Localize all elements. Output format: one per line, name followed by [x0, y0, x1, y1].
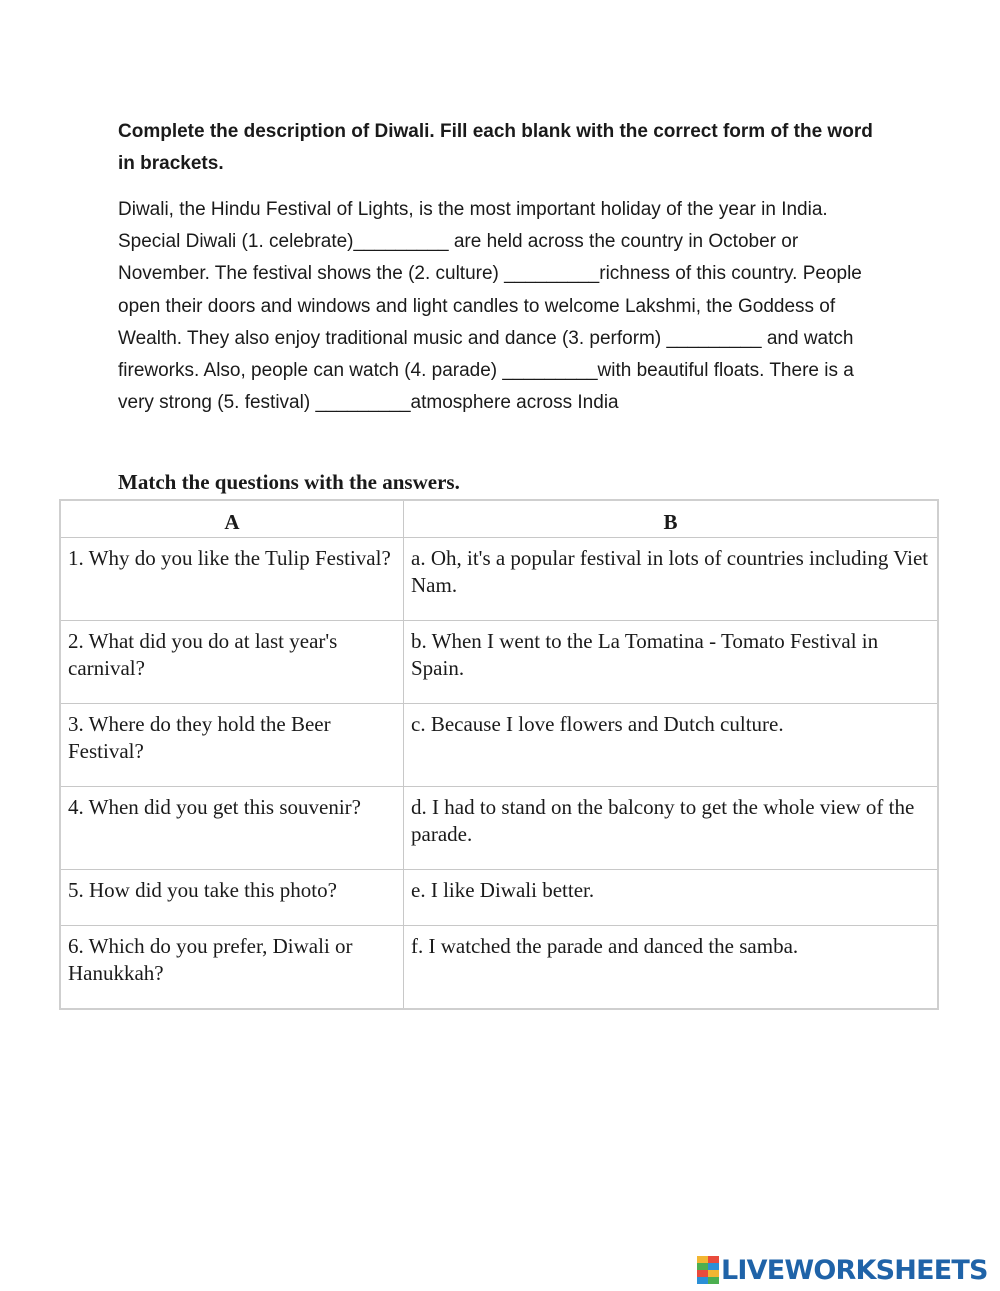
column-header-b: B — [404, 500, 939, 538]
question-cell: 2. What did you do at last year's carnival? — [60, 621, 404, 704]
instruction-fill-blanks: Complete the description of Diwali. Fill each blank with the correct form of the word in brackets. — [118, 121, 873, 174]
diwali-passage: Diwali, the Hindu Festival of Lights, is the most important holiday of the year in India. Special Diwali (1. celebrate)_________ are held across the country in October or November. The festival shows the (2. culture) _________richness of this country. People open their doors and windows and light candles to welcome Lakshmi, the Goddess of Wealth. They also enjoy traditional music and dance (3. perform) _________ and watch fireworks. Also, people can watch (4. parade) _________with beautiful floats. There is a very strong (5. festival) _________atmosphere across India — [118, 199, 862, 414]
answer-cell: e. I like Diwali better. — [404, 870, 939, 926]
table-row — [60, 704, 938, 787]
logo-text: LIVEWORKSHEETS — [721, 1254, 988, 1286]
instruction-match: Match the questions with the answers. — [118, 470, 460, 494]
table-row — [60, 870, 938, 926]
block-yellow — [697, 1256, 708, 1263]
match-table — [59, 499, 939, 1010]
exercise-1 — [118, 116, 888, 419]
block-blue — [708, 1263, 719, 1270]
table-row — [60, 538, 938, 621]
column-header-a: A — [60, 500, 404, 538]
answer-cell: d. I had to stand on the balcony to get the whole view of the parade. — [404, 787, 939, 870]
block-green — [697, 1263, 708, 1270]
liveworksheets-blocks-icon — [697, 1256, 719, 1284]
question-cell: 5. How did you take this photo? — [60, 870, 404, 926]
answer-cell: c. Because I love flowers and Dutch culture. — [404, 704, 939, 787]
table-header-row — [60, 500, 938, 538]
liveworksheets-logo[interactable] — [697, 1253, 988, 1287]
block-red — [708, 1256, 719, 1263]
question-cell: 6. Which do you prefer, Diwali or Hanukkah? — [60, 926, 404, 1010]
question-cell: 1. Why do you like the Tulip Festival? — [60, 538, 404, 621]
answer-cell: b. When I went to the La Tomatina - Tomato Festival in Spain. — [404, 621, 939, 704]
block-yellow-2 — [708, 1270, 719, 1277]
block-blue-2 — [697, 1277, 708, 1284]
table-row — [60, 787, 938, 870]
answer-cell: a. Oh, it's a popular festival in lots of countries including Viet Nam. — [404, 538, 939, 621]
block-green-2 — [708, 1277, 719, 1284]
table-row — [60, 926, 938, 1010]
question-cell: 4. When did you get this souvenir? — [60, 787, 404, 870]
table-row — [60, 621, 938, 704]
answer-cell: f. I watched the parade and danced the samba. — [404, 926, 939, 1010]
question-cell: 3. Where do they hold the Beer Festival? — [60, 704, 404, 787]
block-red-2 — [697, 1270, 708, 1277]
